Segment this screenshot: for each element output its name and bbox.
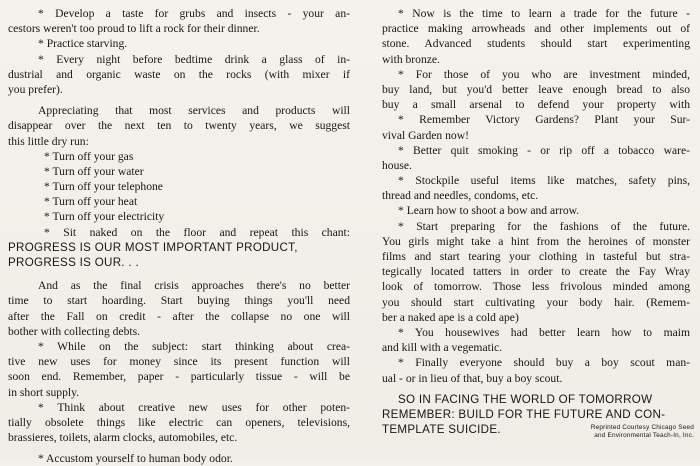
- sit-naked-line: * Sit naked on the floor and repeat this chant:: [44, 225, 350, 239]
- fashion-line-4: tegically located tatters in order to create the Fay Wray: [382, 265, 690, 279]
- trade-line-1: * Now is the time to learn a trade for the future -: [398, 7, 690, 20]
- left-column: [8, 6, 350, 466]
- maim-line-2: and kill with a vegematic.: [382, 341, 503, 355]
- turn-off-heat: * Turn off your heat: [44, 195, 138, 209]
- waste-line-3: you prefer).: [8, 82, 63, 96]
- chant-line-2: PROGRESS IS OUR. . .: [8, 256, 139, 269]
- subject-line-1: * While on the subject: start thinking about crea-: [38, 339, 350, 353]
- fashion-line-2: You girls might take a hint from the heroines of monster: [382, 234, 690, 248]
- waste-line-2: dustrial and organic waste on the rocks (with mixer if: [8, 67, 350, 81]
- closing-line-2: REMEMBER: BUILD FOR THE FUTURE AND CON-: [382, 407, 666, 421]
- turn-off-electricity: * Turn off your electricity: [44, 210, 165, 224]
- fashion-line-3: films and start tearing your clothing in tasteful but stra-: [382, 250, 690, 263]
- closing-line-3: TEMPLATE SUICIDE.: [382, 423, 501, 437]
- reprint-credit: [549, 424, 694, 440]
- grubs-line-1: * Develop a taste for grubs and insects - your an-: [38, 7, 350, 20]
- trade-line-3: stone. Advanced students should start experimenting: [382, 37, 690, 51]
- scout-line-2: ual - or in lieu of that, buy a boy scout.: [382, 371, 563, 385]
- starving-line: * Practice starving.: [38, 37, 128, 51]
- scout-line-1: * Finally everyone should buy a boy scout man-: [398, 356, 690, 370]
- smoking-line-1: * Better quit smoking - or rip off a tobacco ware-: [398, 143, 690, 157]
- credit-line-2: and Environmental Teach-In, Inc.: [594, 432, 694, 439]
- subject-line-3: soon end. Remember, paper - particularly tissue - will be: [8, 370, 350, 384]
- crisis-line-4: bother with collecting debts.: [8, 324, 141, 338]
- chant-line-1: PROGRESS IS OUR MOST IMPORTANT PRODUCT,: [8, 240, 298, 254]
- creative-line-3: brassieres, toilets, alarm clocks, automobiles, etc.: [8, 431, 238, 445]
- invest-line-3: buy a small arsenal to defend your property with: [382, 98, 690, 112]
- victory-line-2: vival Garden now!: [382, 128, 469, 142]
- crisis-line-1: And as the final crisis approaches there's no better: [38, 279, 350, 293]
- creative-line-1: * Think about creative new uses for other poten-: [38, 400, 350, 414]
- dry-run-line-2: disappear over the next ten to twenty years, we suggest: [8, 119, 350, 133]
- fashion-line-7: ber a naked ape is a cold ape): [382, 310, 519, 324]
- dry-run-line-3: this little dry run:: [8, 134, 89, 148]
- fashion-line-6: you should start cultivating your body hair. (Remem-: [382, 295, 690, 309]
- right-column: [382, 6, 690, 437]
- trade-line-4: with bronze.: [382, 52, 440, 66]
- credit-line-1: Reprinted Courtesy Chicago Seed: [590, 424, 694, 431]
- crisis-line-3: after the Fall on credit - after the collapse no one will: [8, 309, 350, 323]
- turn-off-telephone: * Turn off your telephone: [44, 180, 163, 194]
- victory-line-1: * Remember Victory Gardens? Plant your Sur-: [398, 113, 690, 127]
- trade-line-2: practice making arrowheads and other implements out of: [382, 22, 690, 36]
- turn-off-water: * Turn off your water: [44, 164, 144, 178]
- invest-line-2: buy land, but you'd better leave enough bread to also: [382, 82, 690, 96]
- invest-line-1: * For those of you who are investment minded,: [398, 67, 690, 81]
- subject-line-4: in short supply.: [8, 385, 80, 399]
- stockpile-line-2: thread and needles, condoms, etc.: [382, 189, 539, 203]
- stockpile-line-1: * Stockpile useful items like matches, safety pins,: [398, 174, 690, 188]
- closing-line-1: SO IN FACING THE WORLD OF TOMORROW: [398, 392, 653, 406]
- crisis-line-2: time to start hoarding. Start buying things you'll need: [8, 294, 350, 308]
- subject-line-2: tive new uses for money since its present function will: [8, 355, 350, 369]
- fashion-line-1: * Start preparing for the fashions of the future.: [398, 219, 690, 233]
- creative-line-2: tially obsolete things like electric can openers, televisions,: [8, 415, 350, 429]
- turn-off-gas: * Turn off your gas: [44, 149, 134, 163]
- odor-line: * Accustom yourself to human body odor.: [38, 452, 233, 466]
- fashion-line-5: look of tomorrow. Those less frivolous minded among: [382, 280, 690, 294]
- smoking-line-2: house.: [382, 158, 412, 172]
- bow-line: * Learn how to shoot a bow and arrow.: [398, 204, 580, 218]
- grubs-line-2: cestors weren't too proud to lift a rock for their dinner.: [8, 22, 260, 36]
- waste-line-1: * Every night before bedtime drink a glass of in-: [38, 52, 350, 66]
- maim-line-1: * You housewives had better learn how to maim: [398, 325, 690, 339]
- dry-run-line-1: Appreciating that most services and products will: [38, 104, 350, 118]
